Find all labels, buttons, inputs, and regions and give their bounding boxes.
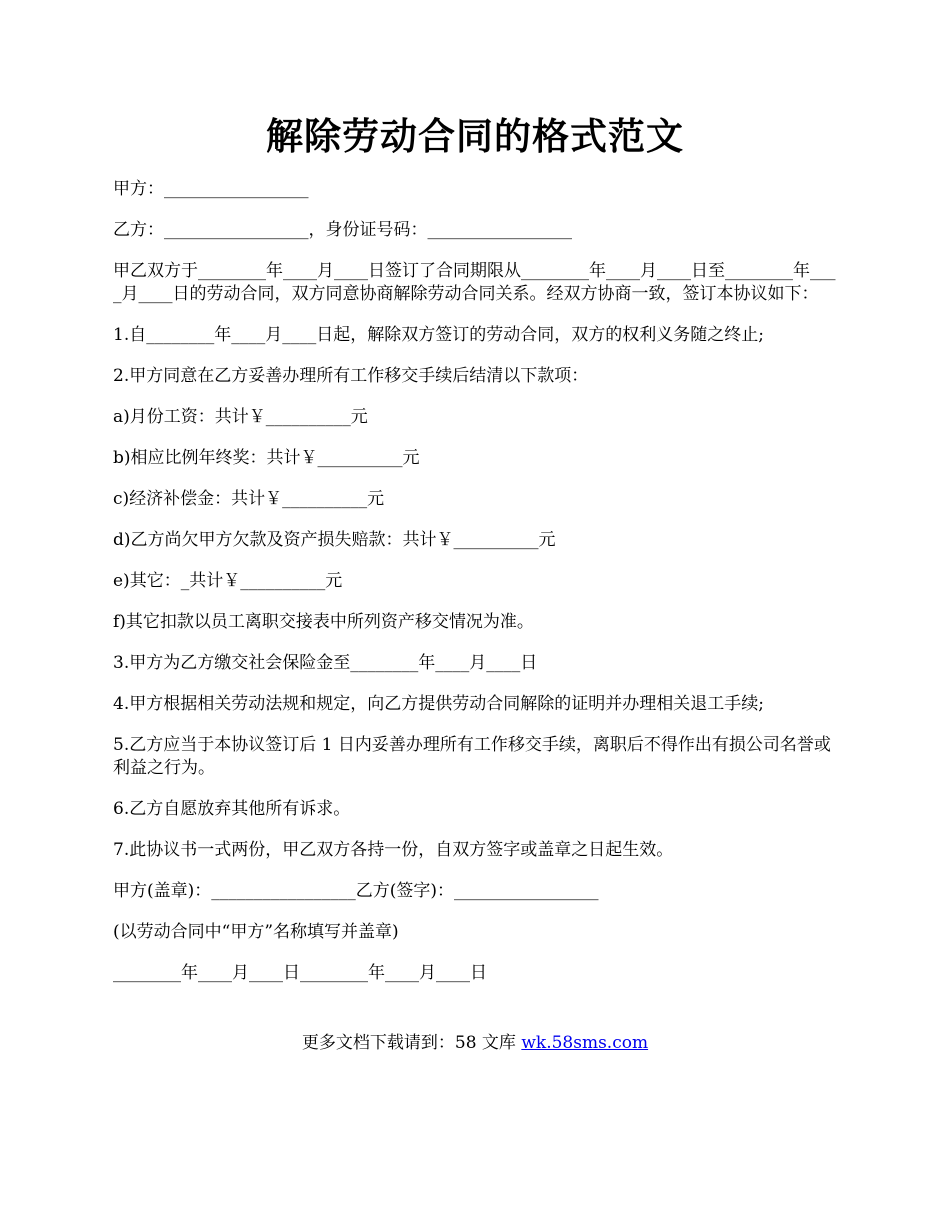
clause-3: 3.甲方为乙方缴交社会保险金至________年____月____日 (113, 653, 538, 673)
footer-text: 更多文档下载请到：58 文库 (301, 1033, 522, 1053)
signature-note: (以劳动合同中“甲方”名称填写并盖章) (113, 922, 399, 942)
party-a-line: 甲方：_________________ (113, 179, 309, 199)
document-body (113, 178, 843, 1003)
clause-4: 4.甲方根据相关劳动法规和规定，向乙方提供劳动合同解除的证明并办理相关退工手续; (113, 694, 764, 714)
clause-5: 5.乙方应当于本协议签订后 1 日内妥善办理所有工作移交手续，离职后不得作出有损公司名誉或利益之行为。 (113, 735, 831, 778)
clause-2: 2.甲方同意在乙方妥善办理所有工作移交手续后结清以下款项： (113, 366, 589, 386)
date-line: ________年____月____日________年____月____日 (113, 963, 487, 983)
footer-link[interactable]: wk.58sms.com (521, 1033, 649, 1053)
clause-1: 1.自________年____月____日起，解除双方签订的劳动合同，双方的权利义务随之终止; (113, 325, 764, 345)
intro-paragraph: 甲乙双方于________年____月____日签订了合同期限从________年____月____日至________年____月____日的劳动合同，双方同意协商解除劳动合同关系。经双方协商一致，签订本协议如下： (113, 261, 836, 304)
clause-2d: d)乙方尚欠甲方欠款及资产损失赔款：共计￥__________元 (113, 530, 556, 550)
clause-7: 7.此协议书一式两份，甲乙双方各持一份，自双方签字或盖章之日起生效。 (113, 840, 674, 860)
clause-6: 6.乙方自愿放弃其他所有诉求。 (113, 799, 351, 819)
clause-2f: f)其它扣款以员工离职交接表中所列资产移交情况为准。 (113, 612, 534, 632)
clause-2a: a)月份工资：共计￥__________元 (113, 407, 368, 427)
signature-line: 甲方(盖章)：_________________乙方(签字)：_________________ (113, 881, 599, 901)
document-title: 解除劳动合同的格式范文 (266, 114, 684, 158)
clause-2b: b)相应比例年终奖：共计￥__________元 (113, 448, 420, 468)
party-b-line: 乙方：_________________，身份证号码：_________________ (113, 220, 572, 240)
download-footer (0, 1031, 950, 1055)
clause-2c: c)经济补偿金：共计￥__________元 (113, 489, 385, 509)
clause-2e: e)其它：_共计￥__________元 (113, 571, 343, 591)
